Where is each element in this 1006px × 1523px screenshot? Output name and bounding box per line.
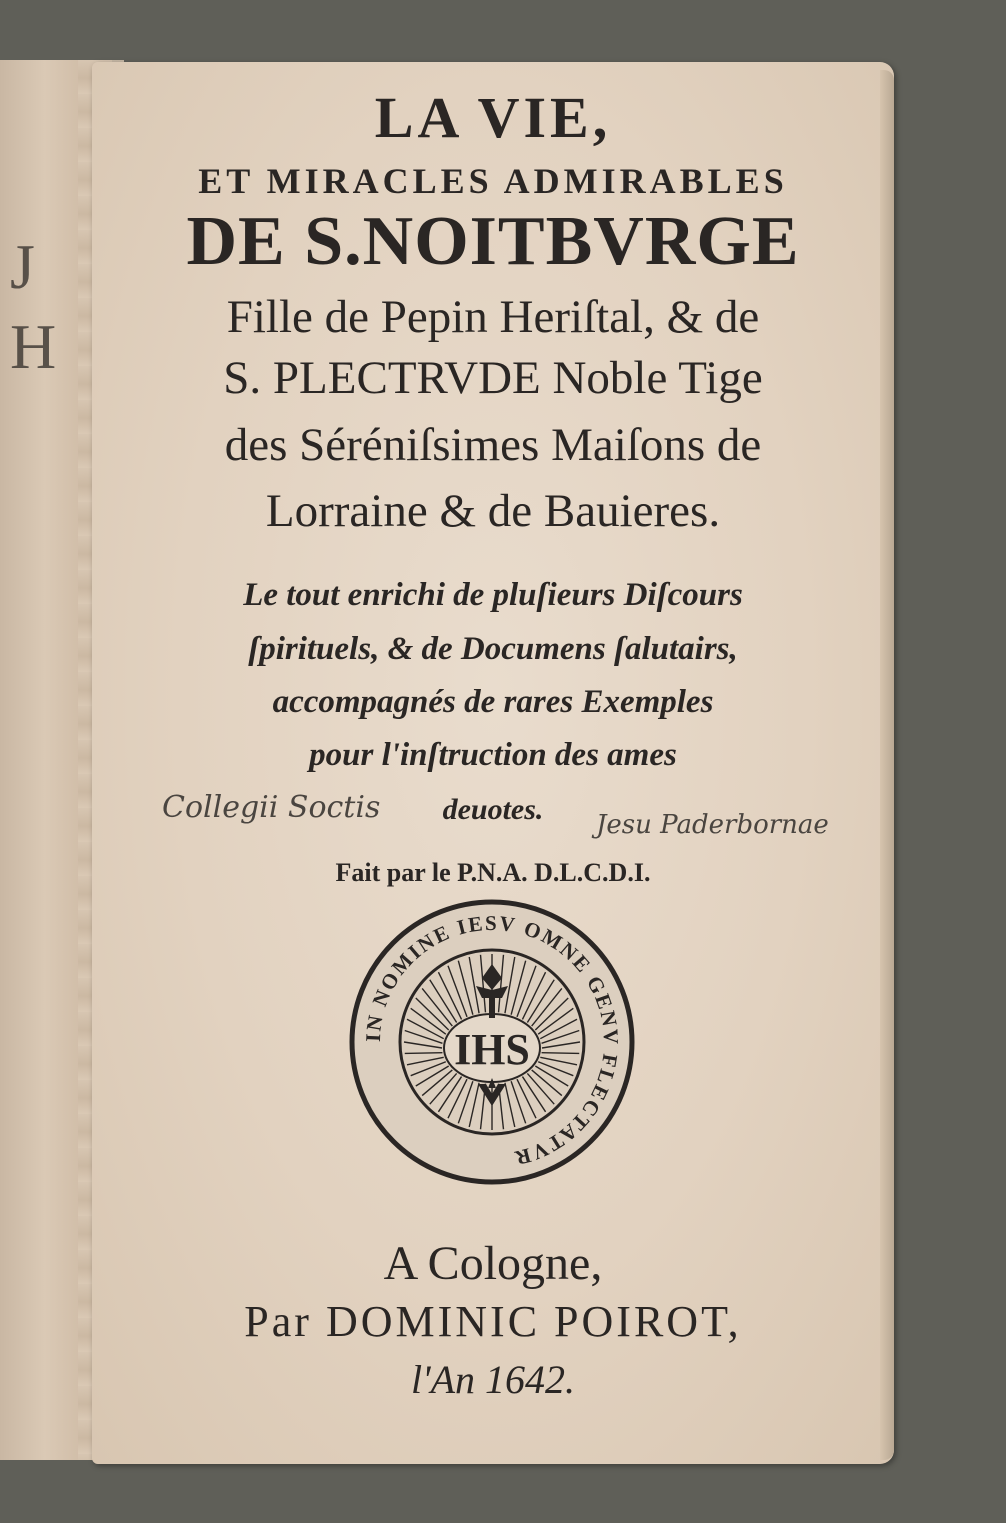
- handwritten-inscription-left: Collegii Soctis: [162, 790, 381, 825]
- book-title: LA VIE,: [374, 85, 612, 150]
- italic-line: deuotes.: [442, 793, 544, 826]
- imprint-year: l'An 1642.: [410, 1357, 576, 1402]
- left-page-fragment: H: [10, 311, 57, 382]
- title-line: Fille de Pepin Heriſtal, & de: [226, 291, 760, 343]
- italic-line: pour l'inſtruction des ames: [309, 737, 677, 773]
- seal-ray: [405, 1053, 443, 1054]
- title-line: des Séréniſsimes Maiſons de: [224, 419, 762, 471]
- seal-ray: [542, 1053, 580, 1054]
- italic-line: accompagnés de rares Exemples: [272, 684, 714, 720]
- seal-monogram: IHS: [454, 1025, 530, 1074]
- ihs-seal-emblem: [348, 898, 636, 1186]
- imprint-city: A Cologne,: [383, 1237, 603, 1290]
- book-subtitle: ET MIRACLES ADMIRABLES: [198, 161, 788, 201]
- left-page-fragment: J: [10, 231, 35, 302]
- italic-line: Le tout enrichi de pluſieurs Diſcours: [243, 577, 743, 613]
- italic-line: ſpirituels, & de Documens ſalutairs,: [248, 631, 738, 667]
- imprint-printer: Par DOMINIC POIROT,: [244, 1297, 742, 1346]
- seal-legend: IN NOMINE IESV OMNE GENV FLECTATVR: [360, 910, 624, 1171]
- author-line: Fait par le P.N.A. D.L.C.D.I.: [335, 858, 651, 887]
- handwritten-inscription-right: Jesu Paderbornae: [596, 810, 829, 840]
- title-line: Lorraine & de Bauieres.: [265, 485, 721, 537]
- title-line: S. PLECTRVDE Noble Tige: [223, 352, 763, 404]
- saint-name: DE S.NOITBVRGE: [186, 203, 800, 280]
